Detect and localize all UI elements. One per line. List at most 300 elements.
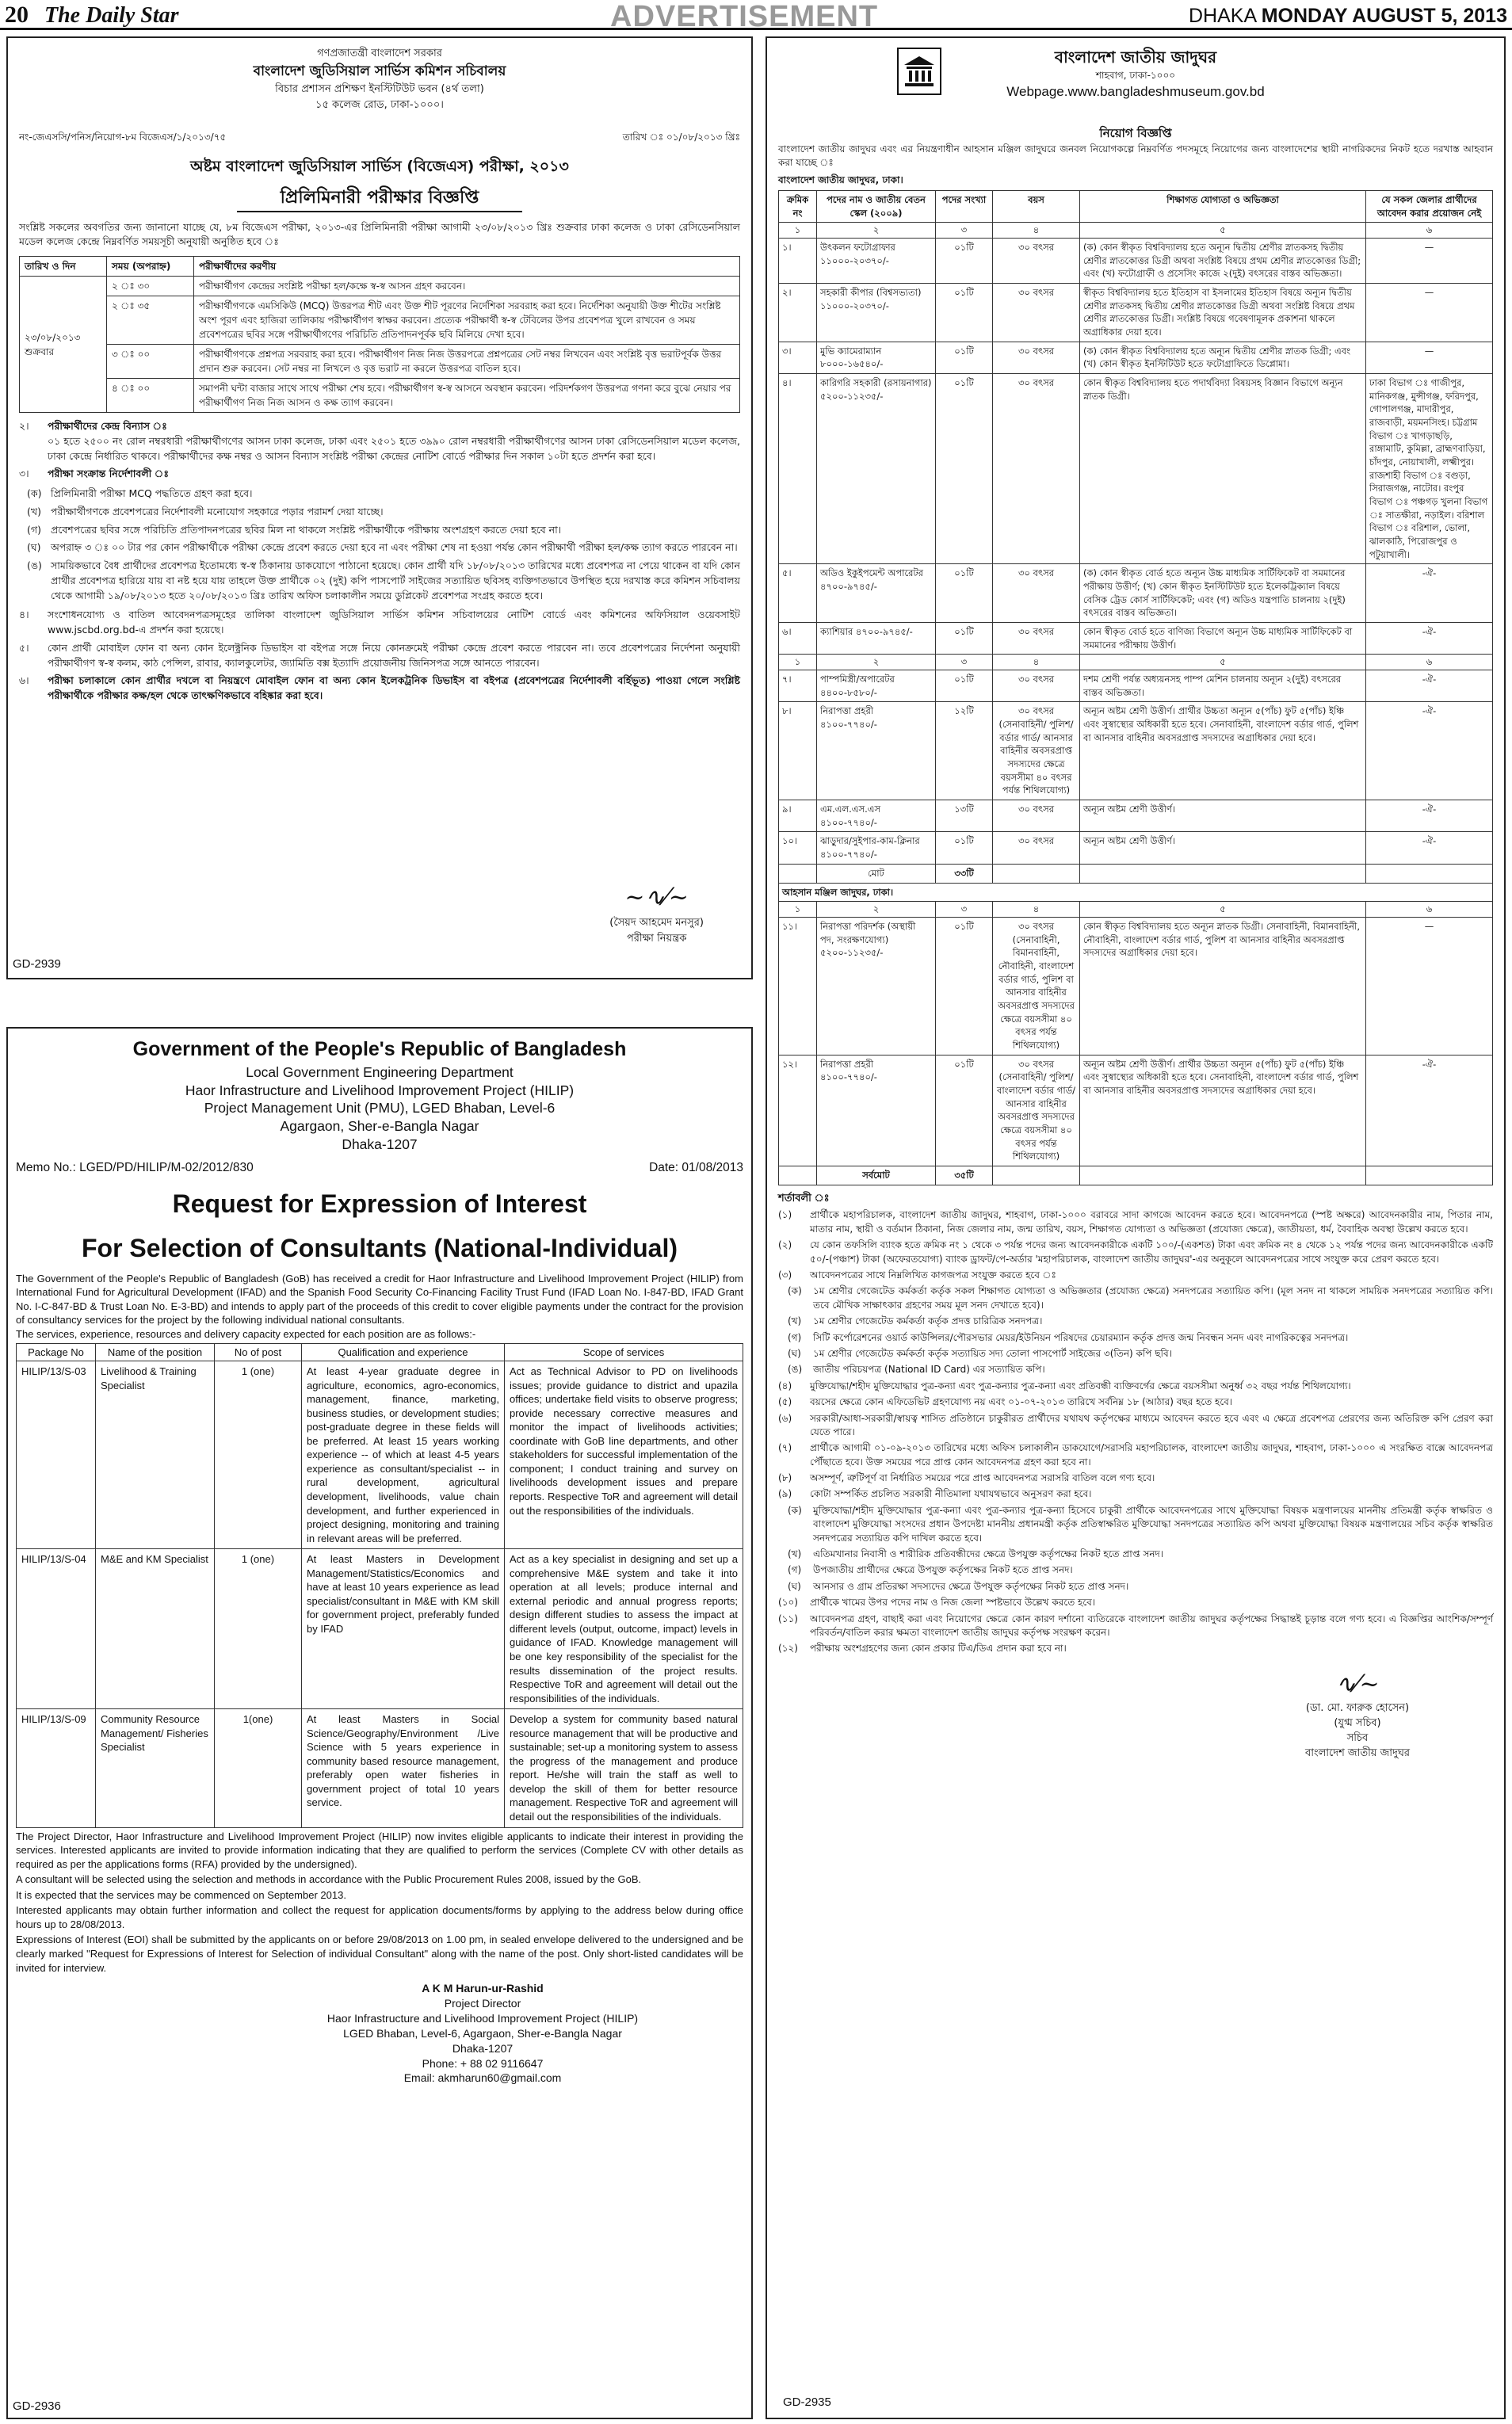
item-number: (৬) [778,1412,792,1424]
item-number: (৫) [778,1396,792,1408]
subtotal-value: ৩৩টি [936,864,993,883]
index-row [779,655,1493,670]
age-limit: ৩০ বৎসর [993,670,1080,702]
age-limit: ৩০ বৎসর (সেনাবাহিনী/ পুলিশ/ বাংলাদেশ বর্ডার গার্ড/ আনসার বাহিনীর অবসরপ্রাপ্ত সদস্যদের ক্ষেত্রে বয়সসীমা ৪০ বৎসর পর্যন্ত শিথিলযোগ্য) [993,1055,1080,1166]
signer-name: (ডা. মো. ফারুক হোসেন) [1305,1702,1410,1715]
gd-code: GD-2939 [13,956,61,971]
index-cell: ৪ [993,223,1080,239]
item-number: (ক) [788,1285,802,1297]
post-name: মুভি ক্যামেরাম্যান ৮০০০-১৬৫৪০/- [817,342,936,373]
item-text [48,467,740,482]
table-header: বয়স [993,190,1080,222]
museum-signature-block [1222,1667,1493,1762]
item-text: আবেদনপত্র গ্রহণ, বাছাই করা এবং নিয়োগের ক্ষেত্রে কোন কারণ দর্শানো ব্যতিরেকে বাংলাদেশ জাতীয় জাদুঘর কর্তৃপক্ষের সিদ্ধান্তই চূড়ান্ত বলে গণ্য হবে। এ বিজ্ঞপ্তির আংশিক/সম্পূর্ণ পরিবর্তন/বাতিল করার ক্ষমতা বাংলাদেশ জাতীয় জাদুঘর কর্তৃপক্ষ সংরক্ষণ করেন। [810,1613,1493,1638]
qualification: At least 4-year graduate degree in agriculture, economics, agro-economics, management, finance, marketing, business studies, or development studies; post-graduate degree in these fields will be preferred. At least 15 years working experience -- of which at least 4-5 years experience as consultant/specialist -- in rural development, agricultural development, livelihoods, value chain development, and further experienced in project designing, monitoring and training in relevant areas will be preferred. [302,1361,505,1549]
gd-code: GD-2935 [783,2395,831,2410]
table-header: Scope of services [505,1343,743,1361]
page-header [0,0,1512,33]
row-number: ৯। [779,800,817,832]
item-text: সিটি কর্পোরেশনের ওয়ার্ড কাউন্সিলর/পৌরসভার মেয়র/ইউনিয়ন পরিষদের চেয়ারম্যান কর্তৃক প্রদত্ত জন্ম নিবন্ধন সনদ এবং নাগরিকত্বের সনদপত্র। [813,1331,1349,1343]
item-number: (গ) [788,1331,802,1343]
table-row [779,800,1493,832]
qualification: কোন স্বীকৃত বিশ্ববিদ্যালয় হতে অন্যূন স্নাতক ডিগ্রী। সেনাবাহিনী, বিমানবাহিনী, নৌবাহিনী, বাংলাদেশ বর্ডার গার্ড, পুলিশ বা আনসার বাহিনীর অবসরপ্রাপ্ত সদস্যদের অগ্রাধিকার দেয়া হবে। [1080,917,1366,1055]
post-name: কারিগরি সহকারী (রসায়নাগার) ৫২০০-১১২৩৫/- [817,373,936,563]
schedule-time: ২ ঃ ৩০ [107,277,194,296]
excluded-districts: -ঐ- [1366,623,1493,655]
item-number: (৪) [778,1380,792,1391]
item-body: ০১ হতে ২৫০০ নং রোল নম্বরধারী পরীক্ষার্থীগণের আসন ঢাকা কলেজ, ঢাকা এবং ২৫০১ হতে ৩৯৯০ রোল নম্বরধারী পরীক্ষার্থীগণের আসন ঢাকা রেসিডেনসিয়াল মডেল কলেজ, ঢাকা কেন্দ্রে নির্ধারিত থাকবে। পরীক্ষার্থীদের কক্ষ নম্বর ও আসন বিন্যাস সংশ্লিষ্ট পরীক্ষা কেন্দ্রের নোটিশ বোর্ডে পরীক্ষার দিন সকাল ১০টা হতে প্রদর্শন করা হবে। [48,434,740,462]
item-text: অসম্পূর্ণ, ত্রুটিপূর্ণ বা নির্ধারিত সময়ের পরে প্রাপ্ত আবেদনপত্র সরাসরি বাতিল বলে গণ্য হবে। [810,1472,1155,1484]
list-item [778,1613,1493,1640]
schedule-task: সমাপনী ঘন্টা বাজার সাথে সাথে পরীক্ষা শেষ হবে। পরীক্ষার্থীগণ স্ব-স্ব আসনে অবস্থান করবেন। পরিদর্শকগণ উত্তরপত্র গণনা করে বুঝে নেয়ার পর পরীক্ষার্থীগণ নিজ নিজ আসন ও কক্ষ ত্যাগ করবেন। [194,379,740,413]
list-item [778,1441,1493,1469]
list-item [778,1642,1493,1655]
item-number: (খ) [27,505,41,517]
schedule-row [20,379,740,413]
row-number: ১১। [779,917,817,1055]
list-item [778,1472,1493,1485]
schedule-header: তারিখ ও দিন [20,257,107,277]
signer-email: Email: akmharun60@gmail.com [403,2071,562,2085]
item-number: (ঘ) [27,541,41,554]
schedule-row [20,345,740,379]
schedule-task: পরীক্ষার্থীগণ কেন্দ্রের সংশ্লিষ্ট পরীক্ষা হল/কক্ষে স্ব-স্ব আসন গ্রহণ করবেন। [194,277,740,296]
table-row [779,670,1493,702]
list-item [778,1504,1493,1545]
post-count: ০১টি [936,342,993,373]
post-count: ০১টি [936,373,993,563]
position-name: M&E and KM Specialist [96,1549,215,1709]
museum-ad [766,36,1506,2419]
dateline-date: MONDAY AUGUST 5, 2013 [1261,5,1507,27]
judicial-org: বাংলাদেশ জুডিসিয়াল সার্ভিস কমিশন সচিবালয় [253,63,506,79]
conditions-sub-list [778,1285,1493,1376]
table-header: পদের সংখ্যা [936,190,993,222]
qualification: স্বীকৃত বিশ্ববিদ্যালয় হতে ইতিহাস বা ইসলামের ইতিহাস বিষয়ে অন্যূন দ্বিতীয় শ্রেণীর স্নাতকসহ দ্বিতীয় শ্রেণীর স্নাতকোত্তর ডিগ্রী অথবা সংশ্লিষ্ট বিষয়ে প্রথম শ্রেণীর স্নাতকোত্তর ডিগ্রী। সংশ্লিষ্ট বিষয়ে গবেষণামূলক প্রকাশনা থাকলে অগ্রাধিকার দেয়া হবে। [1080,283,1366,342]
quota-sub-list [778,1504,1493,1594]
excluded-districts: -ঐ- [1366,1055,1493,1166]
outro-paragraph: It is expected that the services may be commenced on September 2013. [16,1888,346,1901]
item-text: ১ম শ্রেণীর গেজেটেড কর্মকর্তা কর্তৃক সত্যায়িত সদ্য তোলা পাসপোর্ট সাইজের ৩(তিন) কপি ছবি। [813,1347,1172,1359]
museum-section1: বাংলাদেশ জাতীয় জাদুঘর, ঢাকা। [778,174,903,185]
excluded-districts: — [1366,283,1493,342]
item-text: প্রিলিমিনারী পরীক্ষা MCQ পদ্ধতিতে গ্রহণ করা হবে। [51,487,253,499]
row-number: ১২। [779,1055,817,1166]
qualification: অন্যূন অষ্টম শ্রেণী উত্তীর্ণ। [1080,800,1366,832]
excluded-districts: -ঐ- [1366,702,1493,800]
table-row [779,917,1493,1055]
excluded-districts: -ঐ- [1366,800,1493,832]
post-count: ১৩টি [936,800,993,832]
table-row [17,1549,743,1709]
lged-intro: The Government of the People's Republic of Bangladesh (GoB) has received a credit for Haor Infrastructure and Livelihood Improvement Project (HILIP) from International Fund for Agricultural Development (IFAD) and the Spanish Food Security Co-Financing Facility Trust Fund (IFAD Loan No. I-847-BD, IFAD Grant No. I-C-847-BD & Trust Loan No. E-3-BD) and intends to apply part of the proceeds of this credit to cover eligible payments under the contract for the provision of consultancy services for the project by the following individual national consultants. [16,1272,743,1327]
judicial-intro: সংশ্লিষ্ট সকলের অবগতির জন্য জানানো যাচ্ছে যে, ৮ম বিজেএস পরীক্ষা, ২০১৩-এর প্রিলিমিনারী পরীক্ষা আগামী ২৩/০৮/২০১৩ খ্রিঃ শুক্রবার ঢাকা কলেজ ও ঢাকা রেসিডেনসিয়াল মডেল কলেজ কেন্দ্রে নিম্নবর্ণিত সময়সূচী অনুযায়ী অনুষ্ঠিত হবে ঃ [19,220,740,248]
table-row [779,702,1493,800]
item-number: (১১) [778,1613,798,1624]
index-cell: ২ [817,223,936,239]
item-number: (৭) [778,1442,792,1454]
index-cell: ৬ [1366,902,1493,918]
item-number: (৩) [778,1269,792,1281]
table-header: শিক্ষাগত যোগ্যতা ও অভিজ্ঞতা [1080,190,1366,222]
item-number: (৯) [778,1488,792,1500]
row-number: ৮। [779,702,817,800]
index-row [779,223,1493,239]
lged-addr2: Dhaka-1207 [342,1136,418,1152]
judicial-sub-list [19,487,740,603]
excluded-districts: ঢাকা বিভাগ ঃ গাজীপুর, মানিকগঞ্জ, মুন্সীগঞ্জ, ফরিদপুর, গোপালগঞ্জ, মাদারীপুর, রাজবাড়ী, ময়মনসিংহ। চট্টগ্রাম বিভাগ ঃ খাগড়াছড়ি, রাঙ্গামাটি, কুমিল্লা, ব্রাহ্মণবাড়িয়া, চাঁদপুর, নোয়াখালী, লক্ষ্মীপুর। রাজশাহী বিভাগ ঃ বগুড়া, সিরাজগঞ্জ, নাটোর। রংপুর বিভাগ ঃ পঞ্চগড় খুলনা বিভাগ ঃ সাতক্ষীরা, নড়াইল। বরিশাল বিভাগ ঃ বরিশাল, ভোলা, ঝালকাঠি, পিরোজপুর ও পটুয়াখালী। [1366,373,1493,563]
item-number: (খ) [788,1548,802,1560]
post-name: পাম্পমিস্ত্রী/অপারেটর ৪৪০০-৮৫৮০/- [817,670,936,702]
item-text: আনসার ও গ্রাম প্রতিরক্ষা সদস্যদের ক্ষেত্রে উপযুক্ত কর্তৃপক্ষের নিকট হতে প্রাপ্ত সনদ। [813,1580,1129,1592]
list-item [778,1363,1493,1376]
list-item [19,559,740,603]
package-no: HILIP/13/S-03 [17,1361,96,1549]
judicial-org-block [19,46,740,113]
position-name: Livelihood & Training Specialist [96,1361,215,1549]
page-number: 20 [5,2,29,28]
item-number: (ঙ) [788,1364,803,1376]
memo-no: Memo No.: LGED/PD/HILIP/M-02/2012/830 [16,1160,254,1174]
index-cell: ৩ [936,655,993,670]
dateline [1189,5,1507,28]
outro-paragraph: A consultant will be selected using the selection and methods in accordance with the Public Procurement Rules 2008, issued by the GoB. [16,1873,642,1886]
qualification: (ক) কোন স্বীকৃত বিশ্ববিদ্যালয় হতে অন্যূন দ্বিতীয় শ্রেণীর স্নাতকসহ দ্বিতীয় শ্রেণীর স্নাতকোত্তর ডিগ্রী অথবা সংশ্লিষ্ট বিষয়ে প্রথম শ্রেণীর স্নাতকোত্তর ডিগ্রী; এবং (খ) ফটোগ্রাফী ও প্রসেসিং কাজে ২(দুই) বৎসরের বাস্তব অভিজ্ঞতা। [1080,238,1366,283]
list-item [778,1412,1493,1440]
post-count: ০১টি [936,238,993,283]
list-item [19,540,740,555]
gd-code: GD-2936 [13,2399,61,2413]
table-row [17,1361,743,1549]
masthead: The Daily Star [44,3,179,28]
table-row [779,373,1493,563]
position-name: Community Resource Management/ Fisheries Specialist [96,1709,215,1827]
index-cell: ২ [817,902,936,918]
item-text [48,419,740,464]
index-cell: ৪ [993,902,1080,918]
table-row [779,238,1493,283]
index-cell: ৫ [1080,902,1366,918]
index-cell: ২ [817,655,936,670]
item-text: সংশোধনযোগ্য ও বাতিল আবেদনপত্রসমূহের তালিকা বাংলাদেশ জুডিসিয়াল সার্ভিস কমিশন সচিবালয়ের নোটিশ বোর্ডে এবং কমিশনের অফিসিয়াল ওয়েবসাইট www.jscbd.org.bd-এ প্রদর্শন করা হয়েছে। [48,609,740,636]
qualification: দশম শ্রেণী পর্যন্ত অধ্যয়নসহ পাম্প মেশিন চালনায় অন্যূন ২(দুই) বৎসরের বাস্তব অভিজ্ঞতা। [1080,670,1366,702]
schedule-date: ২৩/০৮/২০১৩ শুক্রবার [20,277,107,413]
lged-title: Request for Expression of Interest [172,1189,587,1219]
list-item [778,1331,1493,1345]
scope-of-services: Act as Technical Advisor to PD on livelihoods issues; provide guidance to district and upazila offices; undertake field visits to observe progress; provide necessary corrective measures and monitor the impact of livelihoods activities; coordinate with GoB line departments, and other stakeholders for successful implementation of the component; I conduct training and survey on livelihoods development issues and prepare reports. Respective ToR and agreement will detail out the responsibilities of the individuals. [505,1361,743,1549]
age-limit: ৩০ বৎসর [993,373,1080,563]
item-number: (ঘ) [788,1347,801,1359]
item-text: পরীক্ষায় অংশগ্রহণের জন্য কোন প্রকার টিএ/ডিএ প্রদান করা হবে না। [810,1643,1067,1655]
scope-of-services: Act as a key specialist in designing and set up a comprehensive M&E system and take it into operation at all levels; produce internal and external periodic and annual progress reports; design different studies to assess the impact at different levels (output, outcome, impact) levels in guidance of IFAD. Knowledge management will be one key responsibility of the specialist for the results dissemination of the project results. Respective ToR and agreement will detail out the responsibilities of the individuals. [505,1549,743,1709]
item-text: মুক্তিযোদ্ধা/শহীদ মুক্তিযোদ্ধার পুত্র-কন্যা এবং পুত্র-কন্যার পুত্র-কন্যা হিসেবে চাকুরী প্রার্থীকে আবেদনপত্রের সাথে মুক্তিযোদ্ধা বিষয়ক মন্ত্রণালয়ের মাননীয় প্রতিমন্ত্রী কর্তৃক স্বাক্ষরিত ও বাংলাদেশ মুক্তিযোদ্ধা সংসদের প্রধান উপদেষ্টা মাননীয় প্রধানমন্ত্রী কর্তৃক প্রতিস্বাক্ষরিত মুক্তিযোদ্ধা সনদপত্রের সত্যায়িত কপি অথবা মুক্তিযোদ্ধা বিষয়ক মন্ত্রণালয়ের সচিব কর্তৃক স্বাক্ষরিত সনদপত্রের সত্যায়িত কপি দাখিল করতে হবে। [813,1504,1493,1544]
item-number: (১) [778,1209,792,1221]
item-text: সরকারী/আধা-সরকারী/স্বায়ত্ব শাসিত প্রতিষ্ঠানে চাকুরীরত প্রার্থীদের যথাযথ কর্তৃপক্ষের মাধ্যমে আবেদন করতে হবে এবং এ ক্ষেত্রে প্রবেশপত্র প্রেরণের জন্য অতিরিক্ত কপি প্রেরণ করা যেতে পারে। [810,1412,1493,1437]
exam-schedule-table [19,256,740,413]
post-name: এম.এল.এস.এস ৪১০০-৭৭৪০/- [817,800,936,832]
item-text: এতিমখানার নিবাসী ও শারীরিক প্রতিবন্ধীদের ক্ষেত্রে উপযুক্ত কর্তৃপক্ষের নিকট হতে প্রাপ্ত সনদ। [813,1548,1164,1560]
judicial-ref-date: তারিখ ঃ ০১/০৮/২০১৩ খ্রিঃ [622,132,740,143]
index-cell: ১ [779,223,817,239]
signer-title: পরীক্ষা নিয়ন্ত্রক [626,932,687,945]
schedule-time: ৩ ঃ ০০ [107,345,194,379]
post-name: উৎকলন ফটোগ্রাফার ১১০০০-২০৩৭০/- [817,238,936,283]
table-header: পদের নাম ও জাতীয় বেতন স্কেল (২০০৯) [817,190,936,222]
table-header: Qualification and experience [302,1343,505,1361]
schedule-header: পরীক্ষার্থীদের করণীয় [194,257,740,277]
list-item [19,505,740,520]
outro-paragraph: The Project Director, Haor Infrastructure and Livelihood Improvement Project (HILIP) now invites eligible applicants to indicate their interest in providing the services. Interested applicants are invited to provide information indicating that they are qualified to perform the services (Complete CV with other details as required as per the applications forms (RFA) provided by the undersigned). [16,1830,743,1870]
row-number: ২। [779,283,817,342]
row-number: ৬। [779,623,817,655]
item-text: ১ম শ্রেণীর গেজেটেড কর্মকর্তা কর্তৃক সকল শিক্ষাগত যোগ্যতা ও অভিজ্ঞতার (প্রযোজ্য ক্ষেত্রে) সনদপত্রের সত্যায়িত কপি। (মূল সনদ না থাকলে সাময়িক সনদপত্রের সত্যায়িত কপি। তবে মৌখিক সাক্ষাৎকার গ্রহণের সময় মূল সনদ দেখাতে হবে)। [813,1285,1493,1311]
qualification: (ক) কোন স্বীকৃত বোর্ড হতে অন্যূন উচ্চ মাধ্যমিক সার্টিফিকেট বা সমমানের পরীক্ষায় উত্তীর্ণ; (খ) কোন স্বীকৃত ইনস্টিটিউট হতে ইলেকট্রিক্যাল বিষয়ে বেসিক ট্রেড কোর্স সার্টিফিকেট; এবং (গ) অডিও যন্ত্রপাতি চালনায় ২(দুই) বৎসরের বাস্তব অভিজ্ঞতা। [1080,564,1366,623]
museum-intro: বাংলাদেশ জাতীয় জাদুঘর এবং এর নিয়ন্ত্রণাধীন আহসান মঞ্জিল জাদুঘরে জনবল নিয়োগকল্পে নিম্নবর্ণিত পদসমূহে নিয়োগের জন্য বাংলাদেশের স্থায়ী নাগরিকদের নিকট হতে দরখাস্ত আহবান করা যাচ্ছে ঃ [778,143,1493,169]
qualification: অন্যূন অষ্টম শ্রেণী উত্তীর্ণ। প্রার্থীর উচ্চতা অন্যূন ৫(পাঁচ) ফুট ৫(পাঁচ) ইঞ্চি এবং সুস্বাস্থ্যের অধিকারী হতে হবে। সেনাবাহিনী, বাংলাদেশ বর্ডার গার্ড, পুলিশ বা আনসার বাহিনীর অবসরপ্রাপ্ত সদস্যদের অগ্রাধিকার দেয়া হবে। [1080,1055,1366,1166]
post-name: ক্যাশিয়ার ৪৭০০-৯৭৪৫/- [817,623,936,655]
item-text: প্রার্থীকে আগামী ০১-০৯-২০১৩ তারিখের মধ্যে অফিস চলাকালীন ডাকযোগে/সরাসরি মহাপরিচালক, বাংলাদেশ জাতীয় জাদুঘর, শাহবাগ, ঢাকা-১০০০ এ সংরক্ষিত বাক্সে আবেদনপত্র পৌঁছাতে হবে। উক্ত সময়ের পরে প্রাপ্ত কোন আবেদনপত্র গ্রহণ করা হবে না। [810,1442,1493,1468]
table-header: যে সকল জেলার প্রার্থীদের আবেদন করার প্রয়োজন নেই [1366,190,1493,222]
signer-line: LGED Bhaban, Level-6, Agargaon, Sher-e-Bangla Nagar [343,2026,622,2040]
age-limit: ৩০ বৎসর (সেনাবাহিনী/ পুলিশ/ বর্ডার গার্ড/ আনসার বাহিনীর অবসরপ্রাপ্ত সদস্যদের ক্ষেত্রে বয়সসীমা ৪০ বৎসর পর্যন্ত শিথিলযোগ্য) [993,702,1080,800]
qualification: At least Masters in Development Management/Statistics/Economics and have at least 10 years experience as lead specialist/consultant in M&E with KM skill for government project, preferably funded by IFAD [302,1549,505,1709]
museum-website: Webpage.www.bangladeshmuseum.gov.bd [1006,84,1265,100]
post-count: ০১টি [936,1055,993,1166]
signer-rank: (যুগ্ম সচিব) [1334,1717,1381,1730]
qualification: অন্যূন অষ্টম শ্রেণী উত্তীর্ণ। [1080,832,1366,864]
index-cell: ৫ [1080,223,1366,239]
museum-section2: আহসান মঞ্জিল জাদুঘর, ঢাকা। [779,883,1493,902]
excluded-districts: -ঐ- [1366,832,1493,864]
item-number: ৩। [19,468,29,480]
signer-line: Haor Infrastructure and Livelihood Improvement Project (HILIP) [326,2011,639,2025]
list-item [778,1563,1493,1577]
item-number: (খ) [788,1315,802,1327]
table-row [779,564,1493,623]
signer-title: সচিব [1346,1731,1369,1744]
post-count: ০১টি [936,917,993,1055]
section-title: ADVERTISEMENT [610,0,879,33]
list-item [19,608,740,638]
row-number: ৩। [779,342,817,373]
list-item [19,487,740,502]
excluded-districts: — [1366,238,1493,283]
qualification: কোন স্বীকৃত বিশ্ববিদ্যালয় হতে পদার্থবিদ্যা বিষয়সহ বিজ্ঞান বিভাগে অন্যূন স্নাতক ডিগ্রী। [1080,373,1366,563]
lged-memo-row [16,1160,743,1177]
post-count: ০১টি [936,283,993,342]
lged-signature-block [222,1981,743,2086]
lged-pmu: Project Management Unit (PMU), LGED Bhaban, Level-6 [204,1100,556,1117]
table-header: Name of the position [96,1343,215,1361]
item-text: কোন প্রার্থী মোবাইল ফোন বা অন্য কোন ইলেক্ট্রনিক ডিভাইস বা বইপত্র সঙ্গে নিয়ে কোনক্রমেই পরীক্ষা কেন্দ্রে প্রবেশ করতে পারবেন না। তবে প্রবেশপত্রের নির্দেশনা অনুযায়ী পরীক্ষার্থীগণ স্ব-স্ব কলম, কাঠ পেন্সিল, রাবার, ক্যালকুলেটর, জ্যামিতি বক্স ইত্যাদি প্রয়োজনীয় জিনিসপত্র সঙ্গে আনতে পারবেন। [48,641,740,669]
list-item [19,419,740,464]
subtotal-row [779,864,1493,883]
qualification: At least Masters in Social Science/Geography/Environment /Live Science with 5 years experience in community based resource management, preferably open water fisheries in government project of total 10 years service. [302,1709,505,1827]
judicial-subtitle: প্রিলিমিনারী পরীক্ষার বিজ্ঞপ্তি [237,185,522,212]
judicial-ad [6,36,753,979]
excluded-districts: -ঐ- [1366,670,1493,702]
conditions-list [778,1208,1493,1655]
item-number: (ক) [27,487,42,499]
row-number: ৫। [779,564,817,623]
item-number: ৪। [19,609,29,621]
item-number: ২। [19,420,29,432]
item-text: সাময়িকভাবে বৈধ প্রার্থীদের প্রবেশপত্র ইতোমধ্যে স্ব-স্ব ঠিকানায় ডাকযোগে পাঠানো হয়েছে। কোন প্রার্থী যদি ১৮/০৮/২০১৩ তারিখের মধ্যে প্রবেশপত্র না পেয়ে থাকেন বা যদি কোন প্রার্থীর প্রবেশপত্র হারিয়ে যায় বা নষ্ট হয়ে যায় তাহলে উক্ত প্রার্থীকে ০২ (দুই) কপি পাসপোর্ট সাইজের সত্যায়িত ছবিসহ ব্যক্তিগতভাবে উপস্থিত হয়ে দরখাস্ত করে কমিশন সচিবালয় থেকে আগামী ১৯/০৮/২০১৩ হতে ২০/০৮/২০১৩ খ্রিঃ তারিখ অফিস চলাকালীন সময়ে ডুপ্লিকেট প্রবেশপত্র সংগ্রহ করতে হবে। [51,559,740,601]
index-cell: ৩ [936,902,993,918]
signature-image: ∿⁄~ [1335,1670,1380,1698]
museum-org: বাংলাদেশ জাতীয় জাদুঘর [1054,48,1217,67]
lged-ad [6,1027,753,2419]
post-name: নিরাপত্তা প্রহরী ৪১০০-৭৭৪০/- [817,1055,936,1166]
index-row [779,902,1493,918]
lged-intro2: The services, experience, resources and delivery capacity expected for each position are as follows:- [16,1327,476,1340]
judicial-signature-block [609,880,704,946]
index-cell: ৬ [1366,223,1493,239]
row-number: ৪। [779,373,817,563]
scope-of-services: Develop a system for community based natural resource management that will be productive and sustainable; set-up a monitoring system to assess the progress of the management and produce report. He/she will train the staff as well to develop the skill of them for better resource management. Respective ToR and agreement will detail out the responsibilities of the individuals. [505,1709,743,1827]
item-title: পরীক্ষা সংক্রান্ত নির্দেশাবলী ঃ [48,468,170,480]
age-limit: ৩০ বৎসর [993,800,1080,832]
post-count: 1(one) [215,1709,302,1827]
item-text: পরীক্ষার্থীগণকে প্রবেশপত্রের নির্দেশাবলী মনোযোগ সহকারে পড়ার পরামর্শ দেয়া যাচ্ছে। [51,505,384,517]
vacancy-table [778,190,1493,1185]
age-limit: ৩০ বৎসর [993,623,1080,655]
outro-paragraph: Expressions of Interest (EOI) shall be submitted by the applicants on or before 29/08/2013 on 1.00 pm, in sealed envelope delivered to the undersigned and be clearly marked "Request for Expressions of Interest for Selection of individual Consultant" along with the name of the post. Only short-listed candidates will be invited for interview. [16,1933,743,1974]
age-limit: ৩০ বৎসর [993,832,1080,864]
age-limit: ৩০ বৎসর [993,564,1080,623]
table-row [17,1709,743,1827]
item-text: মুক্তিযোদ্ধা/শহীদ মুক্তিযোদ্ধার পুত্র-কন্যা এবং পুত্র-কন্যার পুত্র-কন্যা এবং প্রতিবন্ধী ব্যক্তিবর্গের ক্ষেত্রে বয়সসীমা অনুর্ধ্ব ৩২ বছর পর্যন্ত শিথিলযোগ্য। [810,1380,1351,1391]
judicial-address: ১৫ কলেজ রোড, ঢাকা-১০০০। [315,98,444,111]
lged-project: Haor Infrastructure and Livelihood Improvement Project (HILIP) [185,1082,575,1098]
item-number: ৫। [19,641,29,654]
museum-address: শাহবাগ, ঢাকা-১০০০ [1095,70,1176,81]
item-text: আবেদনপত্রের সাথে নিম্নলিখিত কাগজপত্র সংযুক্ত করতে হবে ঃ [810,1269,1056,1281]
list-item [19,674,740,704]
museum-header [778,46,1493,122]
list-item [778,1269,1493,1282]
post-count: ০১টি [936,623,993,655]
index-cell: ৩ [936,223,993,239]
item-text: উপজাতীয় প্রার্থীদের ক্ষেত্রে উপযুক্ত কর্তৃপক্ষের নিকট হতে প্রাপ্ত সনদ। [813,1564,1073,1576]
museum-notice-title: নিয়োগ বিজ্ঞপ্তি [1099,126,1172,140]
judicial-numbered-list [19,419,740,482]
judicial-ref-no: নং-জেএসসি/পনিস/নিয়োগ-৮ম বিজেএস/১/২০১৩/৭৫ [19,132,227,143]
list-item [778,1580,1493,1594]
list-item [778,1239,1493,1266]
item-title: পরীক্ষার্থীদের কেন্দ্র বিন্যাস ঃ [48,420,167,432]
list-item [19,467,740,482]
age-limit: ৩০ বৎসর [993,342,1080,373]
list-item [778,1285,1493,1312]
judicial-ref-row [19,130,740,144]
item-text: প্রবেশপত্রের ছবির সঙ্গে পরিচিতি প্রতিপাদনপত্রের ছবির মিল না থাকলে সংশ্লিষ্ট পরীক্ষার্থীকে পরীক্ষায় অংশগ্রহণ করতে দেয়া হবে না। [51,523,562,536]
item-text: প্রার্থীকে মহাপরিচালক, বাংলাদেশ জাতীয় জাদুঘর, শাহবাগ, ঢাকা-১০০০ বরাবরে সাদা কাগজে আবেদন করতে হবে। আবেদনপত্রে (স্পষ্ট অক্ষরে) আবেদনকারীর নাম, পিতার নাম, মাতার নাম, স্থায়ী ও বর্তমান ঠিকানা, নিজ জেলার নাম, জন্ম তারিখ, বয়স, শিক্ষাগত যোগ্যতা ও অভিজ্ঞতা (প্রযোজ্য ক্ষেত্রে), জাতীয়তা, ধর্ম, বৈবাহিক অবস্থা উল্লেখ করতে হবে। [810,1209,1493,1235]
list-item [778,1347,1493,1361]
item-number: (৮) [778,1472,792,1484]
excluded-districts: — [1366,342,1493,373]
consultant-posts-table [16,1343,743,1828]
section-row [779,883,1493,902]
item-number: (২) [778,1239,792,1251]
row-number: ১। [779,238,817,283]
judicial-building: বিচার প্রশাসন প্রশিক্ষণ ইনস্টিটিউট ভবন (৪র্থ তলা) [275,83,484,95]
qualification: (ক) কোন স্বীকৃত বিশ্ববিদ্যালয় হতে অন্যূন দ্বিতীয় শ্রেণীর স্নাতক ডিগ্রী; এবং (খ) কোন স্বীকৃত ইনস্টিটিউট হতে ফটোগ্রাফিতে ডিপ্লোমা। [1080,342,1366,373]
list-item [778,1596,1493,1609]
dateline-city: DHAKA [1188,5,1256,27]
post-name: নিরাপত্তা পরিদর্শক (অস্থায়ী পদ, সংরক্ষণযোগ্য) ৫২০০-১১২৩৫/- [817,917,936,1055]
signer-org: বাংলাদেশ জাতীয় জাদুঘর [1304,1746,1410,1759]
index-cell: ৬ [1366,655,1493,670]
table-row [779,832,1493,864]
item-text: বয়সের ক্ষেত্রে কোন এফিডেভিট গ্রহণযোগ্য নয় এবং ০১-০৭-২০১৩ তারিখে সর্বনিম্ন ১৮ (আঠার) বছর হতে হবে। [810,1396,1233,1408]
lged-subtitle: For Selection of Consultants (National-Individual) [81,1233,678,1262]
qualification: কোন স্বীকৃত বোর্ড হতে বাণিজ্য বিভাগে অন্যূন উচ্চ মাধ্যমিক সার্টিফিকেট বা সমমানের পরীক্ষায় উত্তীর্ণ। [1080,623,1366,655]
list-item [778,1548,1493,1561]
post-count: 1 (one) [215,1549,302,1709]
post-name: নিরাপত্তা প্রহরী ৪১০০-৭৭৪০/- [817,702,936,800]
lged-gov: Government of the People's Republic of Bangladesh [132,1038,627,1060]
list-item [778,1395,1493,1409]
index-cell: ৫ [1080,655,1366,670]
package-no: HILIP/13/S-04 [17,1549,96,1709]
schedule-row [20,277,740,296]
age-limit: ৩০ বৎসর [993,283,1080,342]
list-item [778,1315,1493,1328]
item-text: যে কোন তফসিলি ব্যাংক হতে ক্রমিক নং ১ থেকে ৩ পর্যন্ত পদের জন্য আবেদনকারীকে একটি ১০০/-(একশত) টাকা এবং ক্রমিক নং ৪ থেকে ১২ পর্যন্ত পদের জন্য আবেদনকারীকে একটি ৫০/-(পঞ্চাশ) টাকা (অফেরতযোগ্য) ব্যাংক ড্রাফট/পে-অর্ডার 'মহাপরিচালক, বাংলাদেশ জাতীয় জাদুঘর'-এর অনুকূলে আবেদনপত্রের সাথে সংযুক্ত করে প্রেরণ করতে হবে। [810,1239,1493,1265]
table-row [779,1055,1493,1166]
conditions-title: শর্তাবলী ঃ [778,1192,830,1204]
schedule-time: ২ ঃ ৩৫ [107,296,194,345]
total-value: ৩৫টি [936,1166,993,1185]
package-no: HILIP/13/S-09 [17,1709,96,1827]
lged-outro [16,1830,743,1975]
lged-dept: Local Government Engineering Department [246,1063,514,1080]
outro-paragraph: Interested applicants may obtain further information and collect the request for application documents/forms by applying to the address below during office hours up to 28/08/2013. [16,1904,743,1930]
schedule-time: ৪ ঃ ০০ [107,379,194,413]
row-number: ৭। [779,670,817,702]
memo-date: Date: 01/08/2013 [649,1160,743,1174]
item-text: পরীক্ষা চলাকালে কোন প্রার্থীর দখলে বা নিয়ন্ত্রণে মোবাইল ফোন বা অন্য কোন ইলেকট্রনিক ডিভাইস বা বইপত্র (প্রবেশপত্রের নির্দেশাবলী বর্হিভূত) পাওয়া গেলে সংশ্লিষ্ট পরীক্ষার্থীকে পরীক্ষার কক্ষ/হল থেকে তাৎক্ষণিকভাবে বহিষ্কার করা হবে। [48,674,740,701]
schedule-task: পরীক্ষার্থীগণকে এমসিকিউ (MCQ) উত্তরপত্র শীট এবং উক্ত শীট পূরণের নির্দেশিকা সরবরাহ করা হবে। নির্দেশিকা অনুযায়ী উক্ত শীটের সংশ্লিষ্ট অংশ পূরণ এবং হাজিরা তালিকায় পরীক্ষার্থীগণ স্বাক্ষর করবেন। প্রত্যেক পরীক্ষার্থী স্ব-স্ব টেবিলের উপর প্রবেশপত্র খুলে রাখবেন ও সময় প্রবেশপত্রের ছবির সঙ্গে পরীক্ষার্থীগণের পরিচিতি প্রতিপাদনপূর্বক ছবি মিলিয়ে দেখা হবে। [194,296,740,345]
signer-phone: Phone: + 88 02 9116647 [422,2056,544,2070]
item-number: ৬। [19,674,29,687]
lged-addr1: Agargaon, Sher-e-Bangla Nagar [280,1118,479,1134]
item-number: (ক) [788,1504,802,1516]
item-number: (১০) [778,1597,798,1609]
signature-image: ~∿⁄~ [624,884,689,911]
item-text: ১ম শ্রেণীর গেজেটেড কর্মকর্তা কর্তৃক প্রদত্ত চারিত্রিক সনদপত্র। [813,1315,1043,1327]
schedule-header: সময় (অপরাহ্ন) [107,257,194,277]
post-count: ১২টি [936,702,993,800]
list-item [778,1380,1493,1393]
item-text: প্রার্থীকে খামের উপর পদের নাম ও নিজ জেলা স্পষ্টভাবে উল্লেখ করতে হবে। [810,1597,1096,1609]
post-count: 1 (one) [215,1361,302,1549]
table-header: ক্রমিক নং [779,190,817,222]
index-cell: ১ [779,655,817,670]
item-number: (গ) [27,523,41,536]
excluded-districts: — [1366,917,1493,1055]
post-name: ঝাড়ুদার/সুইপার-কাম-ক্লিনার ৪১০০-৭৭৪০/- [817,832,936,864]
post-count: ০১টি [936,832,993,864]
list-item [778,1487,1493,1501]
judicial-title: অষ্টম বাংলাদেশ জুডিসিয়াল সার্ভিস (বিজেএস) পরীক্ষা, ২০১৩ [190,158,569,175]
table-header: No of post [215,1343,302,1361]
row-number: ১০। [779,832,817,864]
age-limit: ৩০ বৎসর (সেনাবাহিনী, বিমানবাহিনী, নৌবাহিনী, বাংলাদেশ বর্ডার গার্ড, পুলিশ বা আনসার বাহিনীর অবসরপ্রাপ্ত সদস্যদের ক্ষেত্রে বয়সসীমা ৪০ বৎসর পর্যন্ত শিথিলযোগ্য) [993,917,1080,1055]
total-label: সর্বমোট [817,1166,936,1185]
judicial-gov: গণপ্রজাতন্ত্রী বাংলাদেশ সরকার [317,48,442,59]
